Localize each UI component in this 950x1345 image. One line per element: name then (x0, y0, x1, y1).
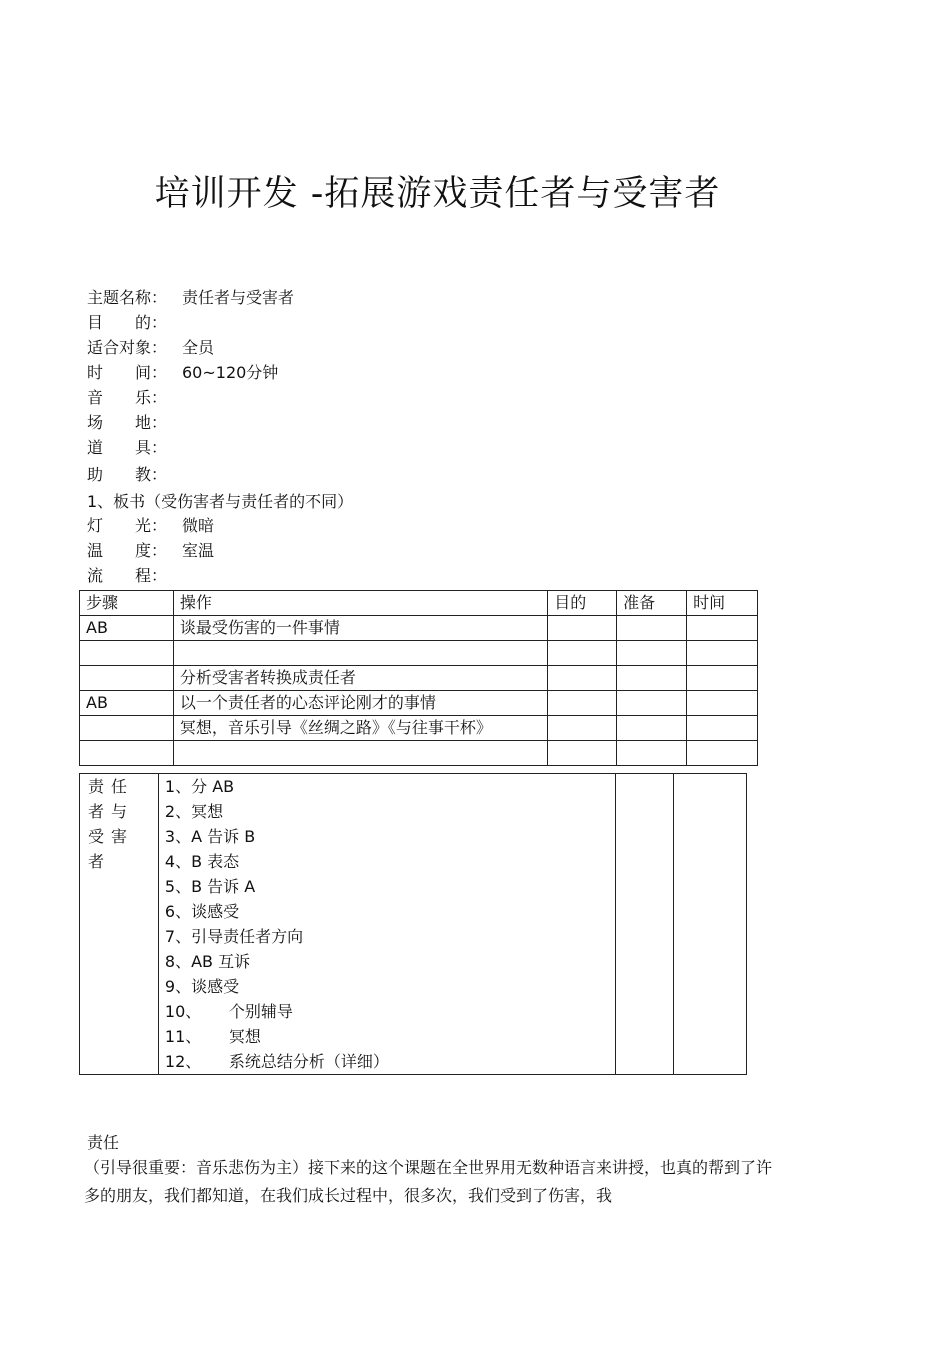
step-item: 3、A 告诉 B (164, 827, 256, 846)
table-cell (80, 716, 174, 741)
table-cell (548, 716, 617, 741)
table-cell (80, 741, 174, 766)
table-cell (687, 641, 758, 666)
info-label: 流 程： (87, 566, 168, 585)
table-cell (548, 641, 617, 666)
info-row (87, 313, 294, 338)
table-cell (687, 616, 758, 641)
info-value: 全员 (182, 338, 215, 357)
info-value: 微暗 (182, 516, 215, 535)
table-cell (617, 641, 687, 666)
step-item: 7、引导责任者方向 (164, 927, 304, 946)
table-cell (687, 716, 758, 741)
table-cell (617, 741, 687, 766)
info-label: 灯 光： (87, 516, 168, 535)
step-item: 1、分 AB (164, 777, 235, 796)
info-label: 主题名称： (87, 288, 168, 307)
table-cell: 分析受害者转换成责任者 (173, 666, 547, 691)
header-cell: 时间 (687, 591, 758, 616)
info-label: 目 的： (87, 313, 168, 332)
table-cell (687, 666, 758, 691)
table-cell (548, 616, 617, 641)
info-row (87, 413, 294, 438)
table-cell (617, 616, 687, 641)
table-row (80, 716, 758, 741)
info-row (87, 438, 294, 465)
table-cell (548, 741, 617, 766)
step-item: 8、AB 互诉 (164, 952, 251, 971)
table-cell (687, 741, 758, 766)
board-note: 1、板书（受伤害者与责任者的不同） (87, 492, 354, 511)
info-row (87, 338, 294, 363)
header-cell: 准备 (617, 591, 687, 616)
step-item: 9、谈感受 (164, 977, 240, 996)
table-cell (617, 666, 687, 691)
table-cell (687, 691, 758, 716)
page-title: 培训开发 -拓展游戏责任者与受害者 (154, 174, 721, 214)
table-cell (617, 716, 687, 741)
info-row (87, 566, 214, 591)
table-cell (173, 641, 547, 666)
table-cell: 以一个责任者的心态评论刚才的事情 (173, 691, 547, 716)
table-cell (173, 741, 547, 766)
header-cell: 步骤 (80, 591, 174, 616)
table-cell: AB (80, 616, 174, 641)
table-cell (548, 666, 617, 691)
table-row (80, 666, 758, 691)
step-item: 4、B 表态 (164, 852, 240, 871)
info-row (87, 363, 294, 388)
info-row (87, 541, 214, 566)
table-cell: 谈最受伤害的一件事情 (173, 616, 547, 641)
info-value: 60~120分钟 (182, 363, 279, 382)
info-row (87, 516, 214, 541)
table-cell: 冥想，音乐引导《丝绸之路》《与往事干杯》 (173, 716, 547, 741)
steps-table (79, 773, 747, 1075)
info-row (87, 388, 294, 413)
table-header-row (80, 591, 758, 616)
step-item: 10、 个别辅导 (164, 1002, 293, 1021)
table-row (80, 741, 758, 766)
step-item: 6、谈感受 (164, 902, 240, 921)
step-item: 5、B 告诉 A (164, 877, 256, 896)
table-row (80, 641, 758, 666)
table-row (80, 774, 747, 1075)
steps-label: 责任者与受害者 (80, 774, 159, 1075)
table-cell (674, 774, 747, 1075)
table-cell (616, 774, 674, 1075)
info-label: 适合对象： (87, 338, 168, 357)
info-label: 音 乐： (87, 388, 168, 407)
table-cell (617, 691, 687, 716)
header-cell: 操作 (173, 591, 547, 616)
info-label: 温 度： (87, 541, 168, 560)
steps-list (158, 774, 615, 1075)
table-row (80, 691, 758, 716)
info-list (87, 288, 294, 490)
info-list-2 (87, 516, 214, 591)
procedure-table (79, 590, 758, 766)
table-cell: AB (80, 691, 174, 716)
header-cell: 目的 (548, 591, 617, 616)
step-item: 2、冥想 (164, 802, 224, 821)
body-paragraph: （引导很重要：音乐悲伤为主）接下来的这个课题在全世界用无数种语言来讲授，也真的帮到了许多的朋友，我们都知道，在我们成长过程中，很多次，我们受到了伤害，我 (84, 1158, 773, 1205)
info-row (87, 465, 294, 490)
table-row (80, 616, 758, 641)
step-item: 12、 系统总结分析（详细） (164, 1052, 389, 1071)
table-cell (548, 691, 617, 716)
step-item: 11、 冥想 (164, 1027, 261, 1046)
info-label: 助 教： (87, 465, 168, 484)
info-value: 室温 (182, 541, 215, 560)
section-heading: 责任 (87, 1133, 120, 1152)
table-cell (80, 641, 174, 666)
info-row (87, 288, 294, 313)
info-label: 时 间： (87, 363, 168, 382)
info-label: 场 地： (87, 413, 168, 432)
info-label: 道 具： (87, 438, 168, 457)
table-cell (80, 666, 174, 691)
info-value: 责任者与受害者 (182, 288, 295, 307)
